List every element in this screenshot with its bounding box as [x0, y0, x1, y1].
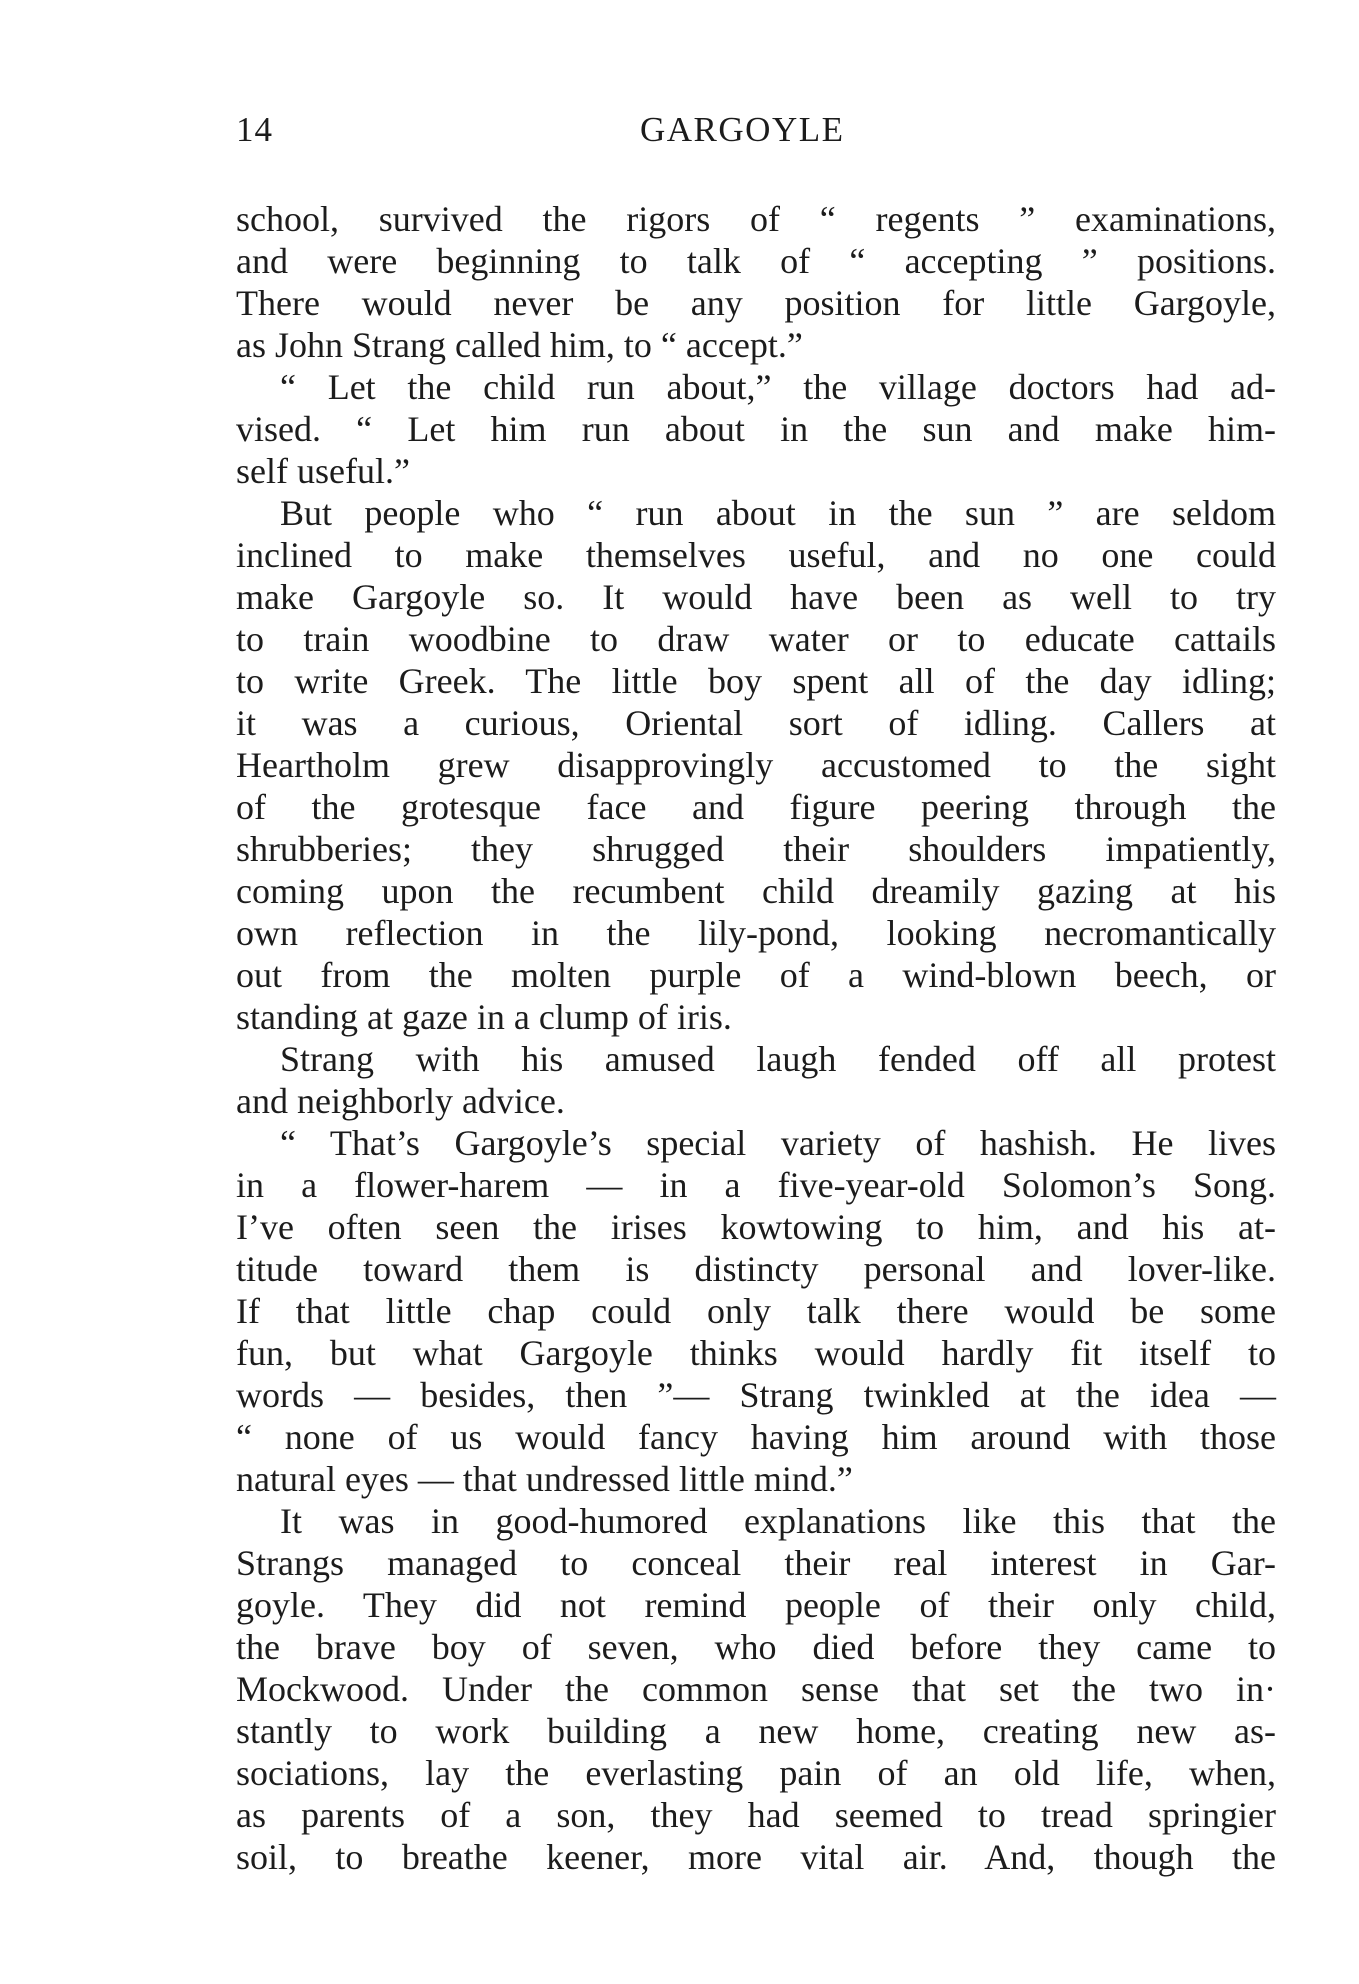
page-number: 14 [236, 110, 273, 149]
text-line: it was a curious, Oriental sort of idling. Callers at [236, 703, 1276, 743]
text-line: goyle. They did not remind people of their only child, [236, 1585, 1276, 1625]
text-line: as parents of a son, they had seemed to tread springier [236, 1795, 1276, 1835]
text-line: soil, to breathe keener, more vital air. And, though the [236, 1837, 1276, 1877]
text-line: natural eyes — that undressed little mind.” [236, 1459, 853, 1499]
text-line: There would never be any position for little Gargoyle, [236, 283, 1276, 323]
text-line: stantly to work building a new home, creating new as- [236, 1711, 1276, 1751]
text-line: as John Strang called him, to “ accept.” [236, 325, 803, 365]
text-line: coming upon the recumbent child dreamily gazing at his [236, 871, 1276, 911]
text-line: own reflection in the lily-pond, looking necromantically [236, 913, 1276, 953]
body-text [236, 198, 1276, 1878]
text-line: words — besides, then ”— Strang twinkled at the idea — [236, 1375, 1276, 1415]
text-line: “ Let the child run about,” the village doctors had ad- [280, 367, 1276, 407]
text-line: shrubberies; they shrugged their shoulders impatiently, [236, 829, 1276, 869]
text-line: fun, but what Gargoyle thinks would hardly fit itself to [236, 1333, 1276, 1373]
text-line: make Gargoyle so. It would have been as well to try [236, 577, 1276, 617]
text-line: vised. “ Let him run about in the sun and make him- [236, 409, 1276, 449]
text-line: I’ve often seen the irises kowtowing to him, and his at- [236, 1207, 1276, 1247]
text-line: Strang with his amused laugh fended off all protest [280, 1039, 1276, 1079]
text-line: “ none of us would fancy having him around with those [236, 1417, 1276, 1457]
text-line: school, survived the rigors of “ regents ” examinations, [236, 199, 1276, 239]
text-line: Strangs managed to conceal their real interest in Gar- [236, 1543, 1276, 1583]
text-line: sociations, lay the everlasting pain of an old life, when, [236, 1753, 1276, 1793]
text-line: “ That’s Gargoyle’s special variety of hashish. He lives [280, 1123, 1276, 1163]
text-line: and neighborly advice. [236, 1081, 565, 1121]
text-line: to write Greek. The little boy spent all of the day idling; [236, 661, 1276, 701]
text-line: Heartholm grew disapprovingly accustomed to the sight [236, 745, 1276, 785]
running-head [236, 110, 1276, 160]
text-line: in a flower-harem — in a five-year-old Solomon’s Song. [236, 1165, 1276, 1205]
text-line: It was in good-humored explanations like this that the [280, 1501, 1276, 1541]
text-line: But people who “ run about in the sun ” are seldom [280, 493, 1276, 533]
text-line: self useful.” [236, 451, 410, 491]
text-line: inclined to make themselves useful, and no one could [236, 535, 1276, 575]
text-line: and were beginning to talk of “ accepting ” positions. [236, 241, 1276, 281]
text-line: out from the molten purple of a wind-blown beech, or [236, 955, 1276, 995]
text-line: titude toward them is distincty personal and lover-like. [236, 1249, 1276, 1289]
running-title: GARGOYLE [640, 110, 845, 149]
text-line: to train woodbine to draw water or to educate cattails [236, 619, 1276, 659]
text-line: If that little chap could only talk there would be some [236, 1291, 1276, 1331]
text-line: of the grotesque face and figure peering through the [236, 787, 1276, 827]
text-line: standing at gaze in a clump of iris. [236, 997, 732, 1037]
text-line: Mockwood. Under the common sense that set the two in· [236, 1669, 1276, 1709]
text-line: the brave boy of seven, who died before they came to [236, 1627, 1276, 1667]
